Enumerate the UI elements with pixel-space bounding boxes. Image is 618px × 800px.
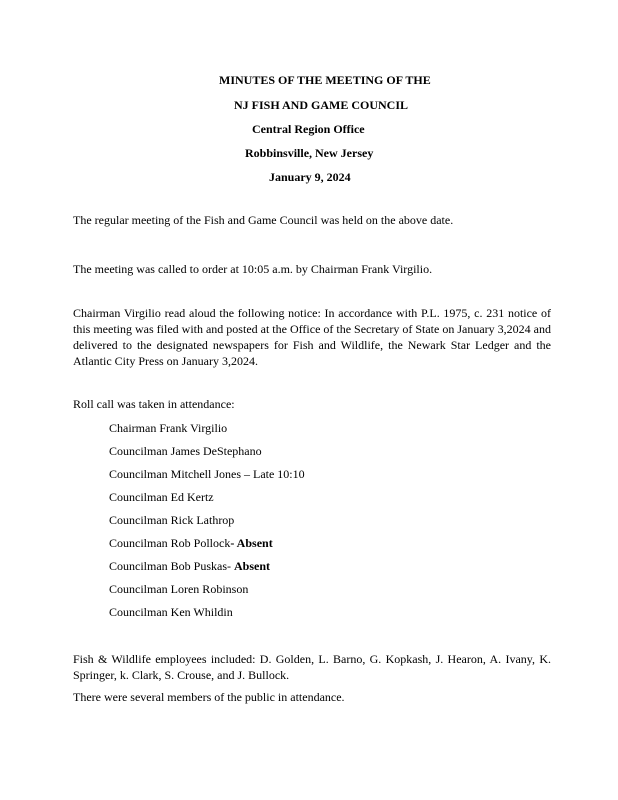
office-name: Central Region Office — [252, 122, 365, 136]
public-notice-paragraph: Chairman Virgilio read aloud the following notice: In accordance with P.L. 1975, c. 231 notice of this meeting was filed with and posted at the Office of the Secretary of State on January 3,2024 and delivered to the designated newspapers for Fish and Wildlife, the Newark Star Ledger and the Atlantic City Press on January 3,2024. — [73, 306, 551, 368]
attendee-name: Councilman Rob Pollock — [109, 536, 231, 550]
attendee-name: Councilman Ed Kertz — [109, 490, 214, 504]
attendee-name: Councilman Ken Whildin — [109, 605, 233, 619]
meeting-date: January 9, 2024 — [269, 170, 351, 184]
absent-status: Absent — [234, 559, 271, 573]
attendee-item — [109, 581, 248, 597]
document-title-line-1: MINUTES OF THE MEETING OF THE — [219, 73, 431, 87]
attendee-name: Councilman Loren Robinson — [109, 582, 249, 596]
regular-meeting-paragraph: The regular meeting of the Fish and Game Council was held on the above date. — [73, 213, 454, 227]
attendee-name: Chairman Frank Virgilio — [109, 421, 228, 435]
employees-paragraph: Fish & Wildlife employees included: D. Golden, L. Barno, G. Kopkash, J. Hearon, A. Ivany, K. Springer, k. Clark, S. Crouse, and J. Bullock. — [73, 652, 551, 682]
attendee-item — [109, 466, 305, 482]
office-location: Robbinsville, New Jersey — [245, 146, 374, 160]
attendee-name: Councilman James DeStephano — [109, 444, 262, 458]
attendee-item — [109, 604, 233, 620]
absent-status: - Absent — [230, 536, 273, 550]
attendee-item — [109, 443, 262, 459]
document-title-line-2: NJ FISH AND GAME COUNCIL — [234, 98, 409, 112]
attendee-name: Councilman Mitchell Jones – Late 10:10 — [109, 467, 305, 481]
roll-call-heading: Roll call was taken in attendance: — [73, 397, 235, 411]
attendee-name: Councilman Bob Puskas- — [109, 559, 234, 573]
attendee-item — [109, 535, 273, 551]
called-to-order-paragraph: The meeting was called to order at 10:05 a.m. by Chairman Frank Virgilio. — [73, 262, 433, 276]
attendee-item — [109, 558, 270, 574]
attendee-name: Councilman Rick Lathrop — [109, 513, 235, 527]
attendee-item — [109, 489, 214, 505]
attendee-item — [109, 420, 227, 436]
attendee-item — [109, 512, 234, 528]
public-attendance-paragraph: There were several members of the public in attendance. — [73, 690, 345, 704]
